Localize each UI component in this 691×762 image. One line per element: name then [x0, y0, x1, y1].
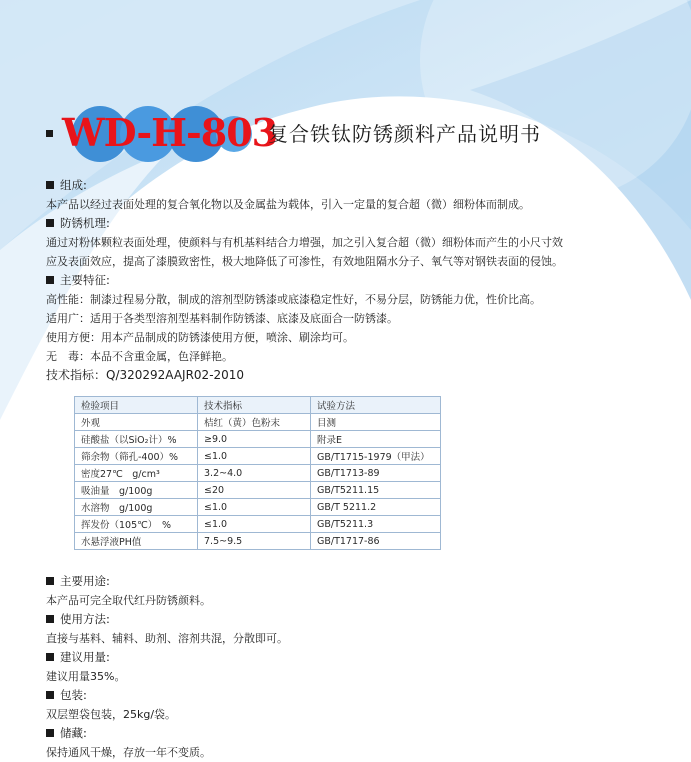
table-cell: 桔红（黄）色粉末	[198, 414, 311, 431]
heading-text: 使用方法:	[60, 612, 110, 626]
body-text-line: 无 毒：本品不含重金属，色泽鲜艳。	[46, 350, 233, 363]
section-heading	[46, 648, 666, 667]
body-text-line: 直接与基料、辅料、助剂、溶剂共混，分散即可。	[46, 632, 288, 645]
table-cell: 硅酸盐（以SiO₂计）%	[75, 431, 198, 448]
spec-table	[74, 396, 441, 550]
heading-text: 建议用量:	[60, 650, 110, 664]
table-cell: ≥9.0	[198, 431, 311, 448]
table-cell: 目测	[311, 414, 441, 431]
body-text-line: 高性能：制漆过程易分散，制成的溶剂型防锈漆或底漆稳定性好，不易分层，防锈能力优，性价比高。	[46, 293, 541, 306]
column-header: 技术指标	[198, 397, 311, 414]
heading-bullet	[46, 729, 54, 737]
table-cell: 吸油量 g/100g	[75, 482, 198, 499]
table-cell: GB/T5211.15	[311, 482, 441, 499]
section-heading	[46, 176, 666, 195]
table-header-row	[75, 397, 441, 414]
table-row	[75, 516, 441, 533]
spec-table-wrapper	[74, 396, 440, 550]
body-text-line: 双层塑袋包装，25kg/袋。	[46, 708, 177, 721]
section-heading	[46, 686, 666, 705]
table-cell: GB/T1713-89	[311, 465, 441, 482]
heading-text: 组成:	[60, 178, 87, 192]
section-heading	[46, 214, 666, 233]
heading-bullet	[46, 577, 54, 585]
heading-bullet	[46, 691, 54, 699]
heading-text: 储藏:	[60, 726, 87, 740]
table-cell: ≤20	[198, 482, 311, 499]
logo-text: WD-H-803	[62, 110, 278, 155]
table-cell: 水悬浮液PH值	[75, 533, 198, 550]
table-cell: 3.2~4.0	[198, 465, 311, 482]
table-cell: 附录E	[311, 431, 441, 448]
heading-bullet	[46, 181, 54, 189]
body-text-line: 本产品以经过表面处理的复合氧化物以及金属盐为载体，引入一定量的复合超（微）细粉体而制成。	[46, 198, 530, 211]
section-heading	[46, 271, 666, 290]
table-cell: ≤1.0	[198, 516, 311, 533]
body-text-line: 建议用量35%。	[46, 670, 126, 683]
heading-text: 主要用途:	[60, 574, 110, 588]
table-cell: ≤1.0	[198, 448, 311, 465]
usage-section	[46, 572, 666, 762]
column-header: 试验方法	[311, 397, 441, 414]
spec-standard-line: 技术指标：Q/320292AAJR02-2010	[46, 368, 245, 382]
body-text-line: 本产品可完全取代红丹防锈颜料。	[46, 594, 211, 607]
table-cell: 筛余物（筛孔-400）%	[75, 448, 198, 465]
table-cell: GB/T1715-1979（甲法）	[311, 448, 441, 465]
table-row	[75, 499, 441, 516]
title-bullet	[46, 130, 53, 137]
heading-bullet	[46, 219, 54, 227]
body-text-line: 保持通风干燥，存放一年不变质。	[46, 746, 211, 759]
table-row	[75, 431, 441, 448]
table-cell: ≤1.0	[198, 499, 311, 516]
table-row	[75, 465, 441, 482]
page-title: 复合铁钛防锈颜料产品说明书	[268, 122, 541, 146]
table-cell: GB/T1717-86	[311, 533, 441, 550]
heading-bullet	[46, 276, 54, 284]
table-cell: GB/T5211.3	[311, 516, 441, 533]
table-row	[75, 414, 441, 431]
section-heading	[46, 572, 666, 591]
heading-bullet	[46, 615, 54, 623]
body-text-line: 使用方便：用本产品制成的防锈漆使用方便，喷涂、刷涂均可。	[46, 331, 354, 344]
intro-section	[46, 176, 666, 385]
table-cell: GB/T 5211.2	[311, 499, 441, 516]
heading-text: 包装:	[60, 688, 87, 702]
table-cell: 7.5~9.5	[198, 533, 311, 550]
table-row	[75, 448, 441, 465]
table-cell: 密度27℃ g/cm³	[75, 465, 198, 482]
section-heading	[46, 724, 666, 743]
table-cell: 外观	[75, 414, 198, 431]
table-cell: 挥发份（105℃） %	[75, 516, 198, 533]
heading-text: 主要特征:	[60, 273, 110, 287]
heading-bullet	[46, 653, 54, 661]
table-cell: 水溶物 g/100g	[75, 499, 198, 516]
column-header: 检验项目	[75, 397, 198, 414]
table-row	[75, 482, 441, 499]
section-heading	[46, 610, 666, 629]
heading-text: 防锈机理:	[60, 216, 110, 230]
body-text-line: 通过对粉体颗粒表面处理，使颜料与有机基料结合力增强，加之引入复合超（微）细粉体而产生的小尺寸效	[46, 236, 563, 249]
body-text-line: 应及表面效应，提高了漆膜致密性，极大地降低了可渗性，有效地阻隔水分子、氧气等对钢铁表面的侵蚀。	[46, 255, 563, 268]
body-text-line: 适用广：适用于各类型溶剂型基料制作防锈漆、底漆及底面合一防锈漆。	[46, 312, 398, 325]
table-row	[75, 533, 441, 550]
